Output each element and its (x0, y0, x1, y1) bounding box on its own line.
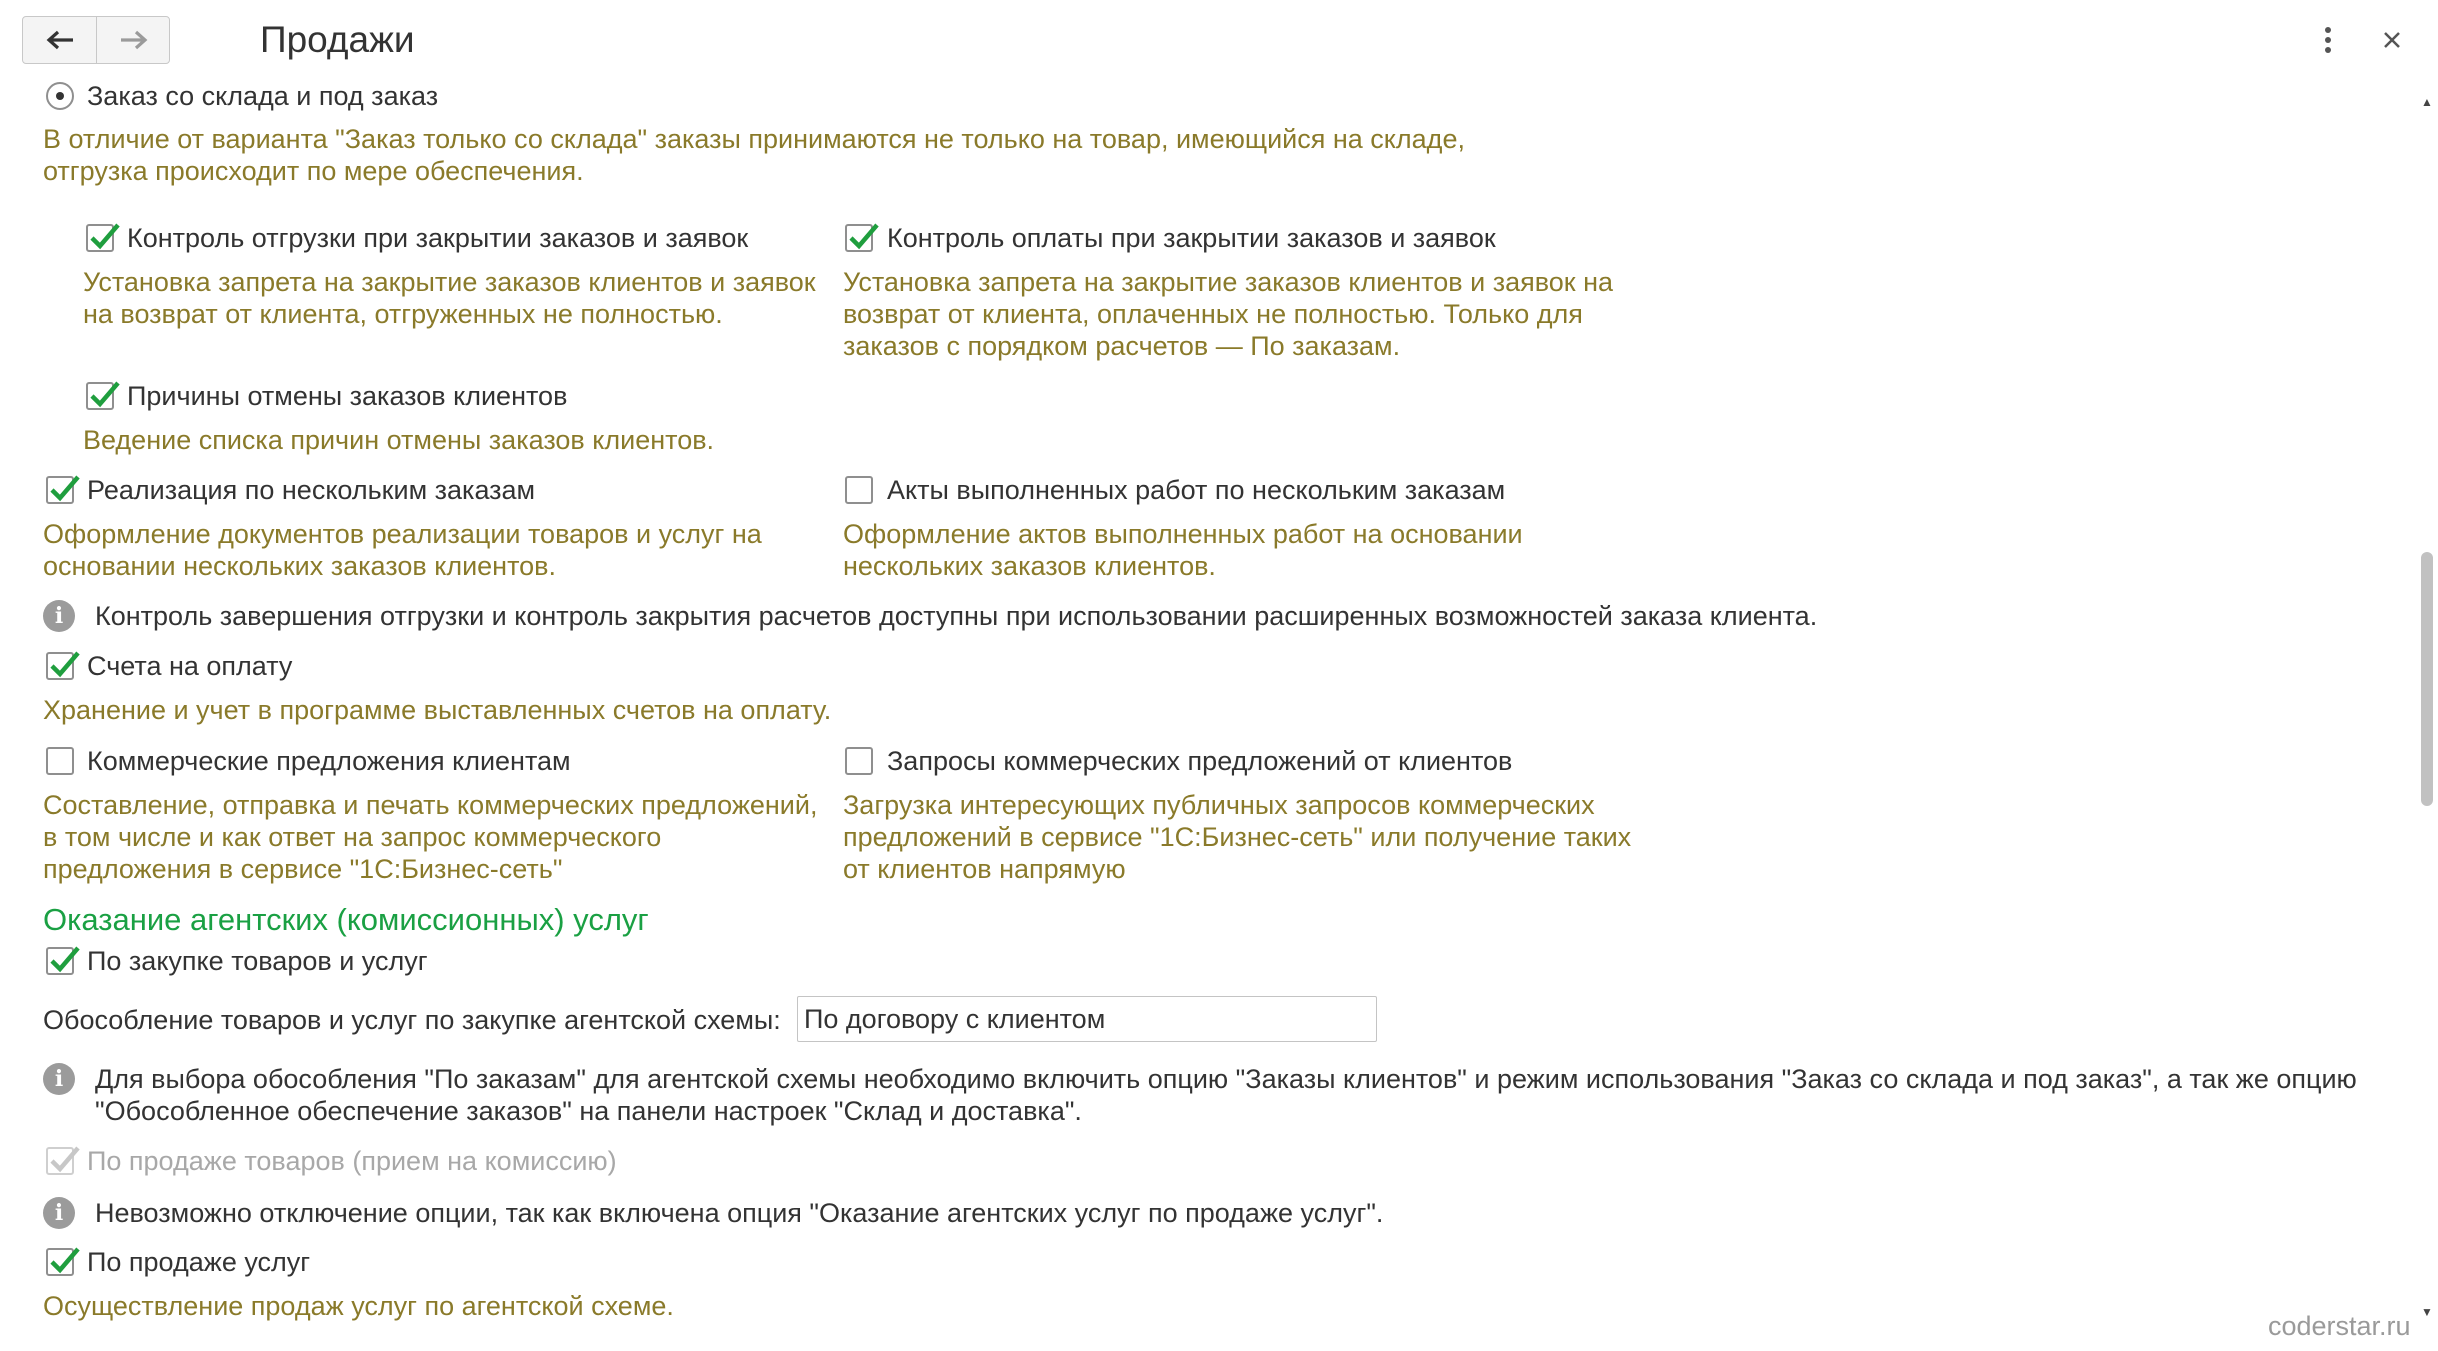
close-icon (2378, 26, 2406, 54)
scroll-up-arrow[interactable]: ▲ (2421, 95, 2433, 109)
payment-control-label: Контроль оплаты при закрытии заказов и заявок (887, 223, 1496, 253)
invoices-checkbox[interactable] (46, 652, 74, 680)
radio-selected-dot (56, 92, 64, 100)
arrow-right-icon (119, 29, 149, 51)
offer-requests-checkbox[interactable] (845, 747, 873, 775)
acts-multi-orders-checkbox[interactable] (845, 476, 873, 504)
checkmark-icon (46, 1143, 82, 1179)
nav-buttons (22, 16, 170, 64)
checkmark-icon (46, 943, 82, 979)
order-mode-hint: В отличие от варианта "Заказ только со склада" заказы принимаются не только на товар, имеющийся на складе, отгрузка происходит по мере обеспечения. (43, 124, 1465, 186)
checkmark-icon (86, 220, 122, 256)
scroll-down-arrow[interactable]: ▼ (2421, 1305, 2433, 1319)
invoices-label: Счета на оплату (87, 651, 293, 681)
offer-requests-hint: Загрузка интересующих публичных запросов коммерческих предложений в сервисе "1С:Бизнес-сеть" или получение таких от клиентов напрямую (843, 790, 1632, 884)
commercial-offers-hint: Составление, отправка и печать коммерческих предложений, в том числе и как ответ на запрос коммерческого предложения в сервисе "1С:Бизнес-сеть" (43, 790, 818, 884)
separation-label: Обособление товаров и услуг по закупке агентской схемы: (43, 1005, 781, 1035)
order-mode-radio[interactable] (46, 82, 74, 110)
checkmark-icon (86, 378, 122, 414)
info-extended-text: Контроль завершения отгрузки и контроль закрытия расчетов доступны при использовании расширенных возможностей заказа клиента. (95, 601, 1818, 631)
shipment-control-label: Контроль отгрузки при закрытии заказов и заявок (127, 223, 749, 253)
checkmark-icon (46, 648, 82, 684)
payment-control-hint: Установка запрета на закрытие заказов клиентов и заявок на возврат от клиента, оплаченных не полностью. Только для заказов с порядком расчетов — По заказам. (843, 267, 1614, 361)
forward-button[interactable] (97, 17, 170, 63)
watermark: coderstar.ru (2268, 1311, 2411, 1341)
checkmark-icon (46, 1244, 82, 1280)
sales-multi-orders-label: Реализация по нескольким заказам (87, 475, 536, 505)
arrow-left-icon (45, 29, 75, 51)
shipment-control-hint: Установка запрета на закрытие заказов клиентов и заявок на возврат от клиента, отгруженных не полностью. (83, 267, 816, 329)
page-title: Продажи (260, 19, 415, 60)
payment-control-checkbox[interactable] (845, 224, 873, 252)
agent-purchase-checkbox[interactable] (46, 947, 74, 975)
info-icon: i (43, 1197, 75, 1229)
agent-services-sale-hint: Осуществление продаж услуг по агентской схеме. (43, 1291, 674, 1321)
separation-input[interactable]: По договору с клиентом (797, 996, 1377, 1042)
info-icon: i (43, 1063, 75, 1095)
shipment-control-checkbox[interactable] (86, 224, 114, 252)
agent-goods-sale-label: По продаже товаров (прием на комиссию) (87, 1146, 617, 1176)
checkmark-icon (46, 472, 82, 508)
sales-multi-orders-hint: Оформление документов реализации товаров и услуг на основании нескольких заказов клиентов. (43, 519, 762, 581)
cancel-reasons-hint: Ведение списка причин отмены заказов клиентов. (83, 425, 715, 455)
scrollbar-thumb[interactable] (2421, 552, 2433, 806)
agent-services-sale-label: По продаже услуг (87, 1247, 311, 1277)
close-button[interactable] (2378, 26, 2406, 54)
back-button[interactable] (23, 17, 97, 63)
info-goods-sale-text: Невозможно отключение опции, так как включена опция "Оказание агентских услуг по продаже услуг". (95, 1198, 1384, 1228)
commercial-offers-label: Коммерческие предложения клиентам (87, 746, 571, 776)
cancel-reasons-label: Причины отмены заказов клиентов (127, 381, 568, 411)
info-icon: i (43, 600, 75, 632)
agent-goods-sale-checkbox (46, 1147, 74, 1175)
vertical-dots-icon (2316, 24, 2340, 56)
agent-section-title: Оказание агентских (комиссионных) услуг (43, 902, 649, 937)
agent-purchase-label: По закупке товаров и услуг (87, 946, 428, 976)
agent-services-sale-checkbox[interactable] (46, 1248, 74, 1276)
order-mode-label: Заказ со склада и под заказ (87, 81, 439, 111)
cancel-reasons-checkbox[interactable] (86, 382, 114, 410)
checkmark-icon (845, 220, 881, 256)
acts-multi-orders-label: Акты выполненных работ по нескольким заказам (887, 475, 1506, 505)
sales-multi-orders-checkbox[interactable] (46, 476, 74, 504)
acts-multi-orders-hint: Оформление актов выполненных работ на основании нескольких заказов клиентов. (843, 519, 1523, 581)
invoices-hint: Хранение и учет в программе выставленных счетов на оплату. (43, 695, 832, 725)
commercial-offers-checkbox[interactable] (46, 747, 74, 775)
offer-requests-label: Запросы коммерческих предложений от клиентов (887, 746, 1513, 776)
info-separation-text: Для выбора обособления "По заказам" для агентской схемы необходимо включить опцию "Заказы клиентов" и режим использования "Заказ со склада и под заказ", а так же опцию "Обособленное обеспечение заказов" на панели настроек "Склад и доставка". (95, 1064, 2357, 1126)
more-button[interactable] (2316, 24, 2340, 56)
